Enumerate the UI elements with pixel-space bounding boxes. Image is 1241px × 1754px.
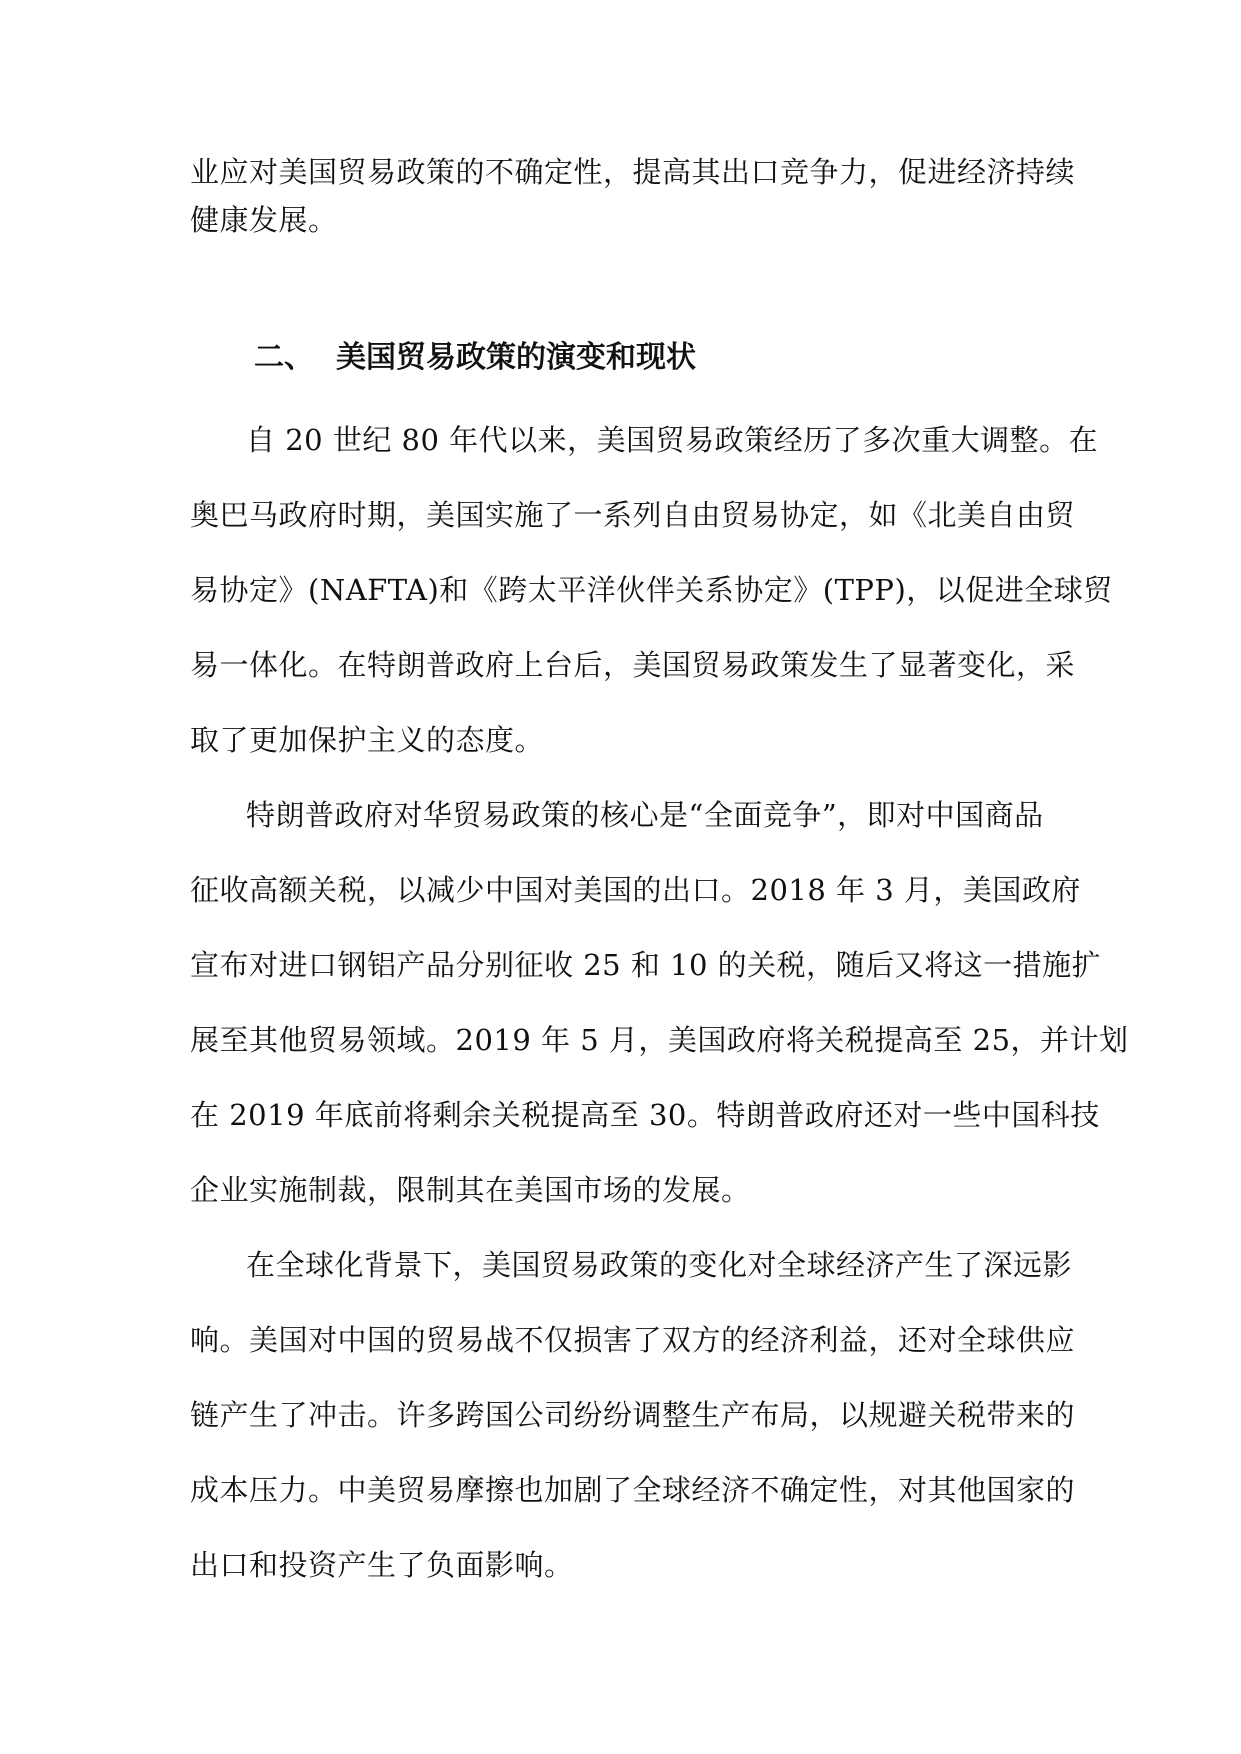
intro-line-2: 健康发展。 — [190, 203, 338, 237]
paragraph-3-line-4: 成本压力。中美贸易摩擦也加剧了全球经济不确定性，对其他国家的 — [190, 1473, 1076, 1507]
paragraph-2-line-3: 宣布对进口钢铝产品分别征收 25 和 10 的关税，随后又将这一措施扩 — [190, 948, 1102, 982]
paragraph-1-line-4: 易一体化。在特朗普政府上台后，美国贸易政策发生了显著变化，采 — [190, 648, 1076, 682]
section-title: 美国贸易政策的演变和现状 — [336, 340, 696, 375]
paragraph-2-line-5: 在 2019 年底前将剩余关税提高至 30。特朗普政府还对一些中国科技 — [190, 1098, 1100, 1132]
paragraph-1-line-5: 取了更加保护主义的态度。 — [190, 723, 545, 757]
paragraph-3-line-5: 出口和投资产生了负面影响。 — [190, 1548, 574, 1582]
paragraph-1-line-2: 奥巴马政府时期，美国实施了一系列自由贸易协定，如《北美自由贸 — [190, 498, 1076, 532]
section-heading — [254, 338, 696, 378]
paragraph-2-line-1: 特朗普政府对华贸易政策的核心是“全面竞争”，即对中国商品 — [246, 798, 1044, 832]
paragraph-1-line-3: 易协定》(NAFTA)和《跨太平洋伙伴关系协定》(TPP)，以促进全球贸 — [190, 573, 1113, 607]
paragraph-3-line-2: 响。美国对中国的贸易战不仅损害了双方的经济利益，还对全球供应 — [190, 1323, 1076, 1357]
section-number: 二、 — [254, 340, 314, 375]
paragraph-2-line-4: 展至其他贸易领域。2019 年 5 月，美国政府将关税提高至 25，并计划 — [190, 1023, 1129, 1057]
paragraph-3-line-3: 链产生了冲击。许多跨国公司纷纷调整生产布局，以规避关税带来的 — [190, 1398, 1076, 1432]
paragraph-1-line-1: 自 20 世纪 80 年代以来，美国贸易政策经历了多次重大调整。在 — [246, 423, 1099, 457]
intro-line-1: 业应对美国贸易政策的不确定性，提高其出口竞争力，促进经济持续 — [190, 155, 1076, 189]
paragraph-2-line-6: 企业实施制裁，限制其在美国市场的发展。 — [190, 1173, 751, 1207]
paragraph-2-line-2: 征收高额关税，以减少中国对美国的出口。2018 年 3 月，美国政府 — [190, 873, 1081, 907]
paragraph-3-line-1: 在全球化背景下，美国贸易政策的变化对全球经济产生了深远影 — [246, 1248, 1073, 1282]
